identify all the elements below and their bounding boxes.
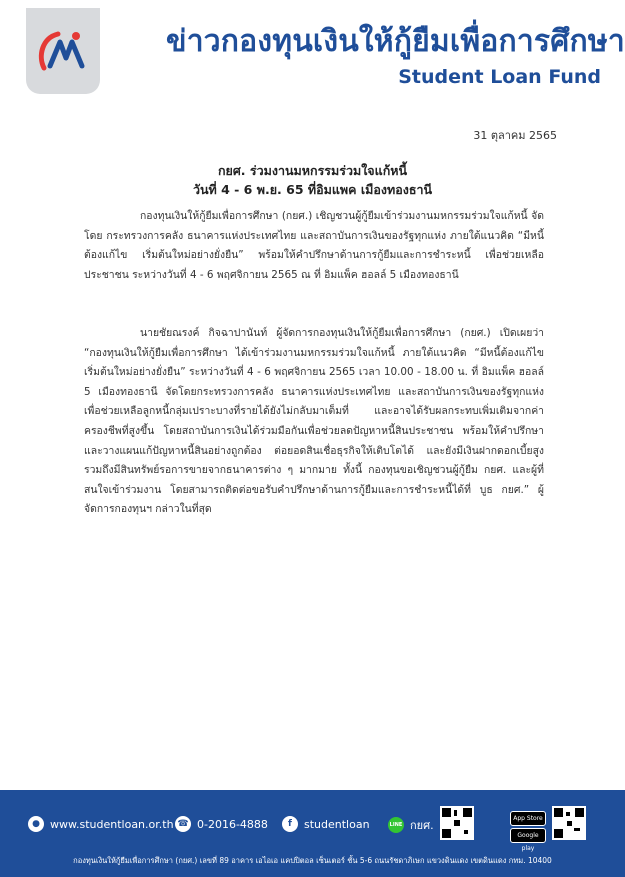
qr-code-icon [440, 806, 474, 840]
globe-icon: ● [28, 816, 44, 832]
slf-logo-icon [36, 26, 90, 76]
footer-phone[interactable] [175, 816, 268, 832]
publish-date: 31 ตุลาคม 2565 [473, 129, 557, 142]
footer-facebook[interactable] [282, 816, 370, 832]
line-handle[interactable]: กยศ. [410, 819, 434, 832]
logo [26, 8, 100, 94]
phone-icon: ☎ [175, 816, 191, 832]
footer-line[interactable] [388, 816, 434, 834]
phone-number[interactable]: 0-2016-4888 [197, 817, 268, 831]
footer [0, 790, 625, 877]
footer-address: กองทุนเงินให้กู้ยืมเพื่อการศึกษา (กยศ.) เลขที่ 89 อาคาร เอไอเอ แคปปิตอล เซ็นเตอร์ ชั้น 5-6 ถนนรัชดาภิเษก แขวงดินแดง เขตดินแดง กทม. 10400 [73, 856, 552, 865]
header [0, 0, 625, 100]
qr-code-icon [552, 806, 586, 840]
headline-line-2: วันที่ 4 - 6 พ.ย. 65 ที่อิมแพค เมืองทองธานี [192, 182, 433, 197]
footer-website[interactable] [28, 816, 174, 832]
page-title-english: Student Loan Fund [398, 66, 601, 88]
page-title-thai: ข่าวกองทุนเงินให้กู้ยืมเพื่อการศึกษา [166, 24, 625, 59]
headline-line-1: กยศ. ร่วมงานมหกรรมร่วมใจแก้หนี้ [217, 163, 408, 178]
qr-code-line [440, 806, 474, 840]
google-play-badge[interactable]: Google play [510, 828, 546, 843]
body-paragraph-1: กองทุนเงินให้กู้ยืมเพื่อการศึกษา (กยศ.) เชิญชวนผู้กู้ยืมเข้าร่วมงานมหกรรมร่วมใจแก้หนี้ จัดโดย กระทรวงการคลัง ธนาคารแห่งประเทศไทย และสถาบันการเงินของรัฐทุกแห่ง ภายใต้แนวคิด “มีหนี้ต้องแก้ไข เริ่มต้นใหม่อย่างยั่งยืน” พร้อมให้คำปรึกษาด้านการกู้ยืมและการชำระหนี้ เพื่อช่วยเหลือประชาชน ระหว่างวันที่ 4 - 6 พฤศจิกายน 2565 ณ ที่ อิมแพ็ค ฮอลล์ 5 เมืองทองธานี [84, 210, 544, 281]
body-paragraph-2: นายชัยณรงค์ กิจฉาปานันท์ ผู้จัดการกองทุนเงินให้กู้ยืมเพื่อการศึกษา (กยศ.) เปิดเผยว่า “กองทุนเงินให้กู้ยืมเพื่อการศึกษา ได้เข้าร่วมงานมหกรรมร่วมใจแก้หนี้ ภายใต้แนวคิด “มีหนี้ต้องแก้ไข เริ่มต้นใหม่อย่างยั่งยืน” ระหว่างวันที่ 4 - 6 พฤศจิกายน 2565 เวลา 10.00 - 18.00 น. ที่ อิมแพ็ค ฮอลล์ 5 เมืองทองธานี จัดโดยกระทรวงการคลัง ธนาคารแห่งประเทศไทย และสถาบันการเงินของรัฐทุกแห่ง เพื่อช่วยเหลือลูกหนี้กลุ่มเปราะบางที่รายได้ยังไม่กลับมาเต็มที่ และอาจได้รับผลกระทบเพิ่มเติมจากค่าครองชีพที่สูงขึ้น โดยสถาบันการเงินได้ร่วมมือกันเพื่อช่วยลดปัญหาหนี้สินประชาชน พร้อมให้คำปรึกษาและวางแผนแก้ปัญหาหนี้สินอย่างถูกต้อง ต่อยอดสินเชื่อธุรกิจให้เติบโตได้ และยังมีเงินฝากดอกเบี้ยสูง รวมถึงมีสินทรัพย์รอการขายจากธนาคารต่าง ๆ มากมาย ทั้งนี้ กองทุนขอเชิญชวนผู้กู้ยืม กยศ. และผู้ที่สนใจเข้าร่วมงาน โดยสามารถติดต่อขอรับคำปรึกษาด้านการกู้ยืมและการชำระหนี้ได้ที่ บูธ กยศ.” ผู้จัดการกองทุนฯ กล่าวในที่สุด [84, 327, 544, 516]
facebook-icon: f [282, 816, 298, 832]
app-store-badge[interactable]: App Store [510, 811, 546, 826]
qr-code-app [552, 806, 586, 840]
line-icon: LINE [388, 817, 404, 833]
website-link[interactable]: www.studentloan.or.th [50, 817, 174, 831]
facebook-handle[interactable]: studentloan [304, 817, 370, 831]
